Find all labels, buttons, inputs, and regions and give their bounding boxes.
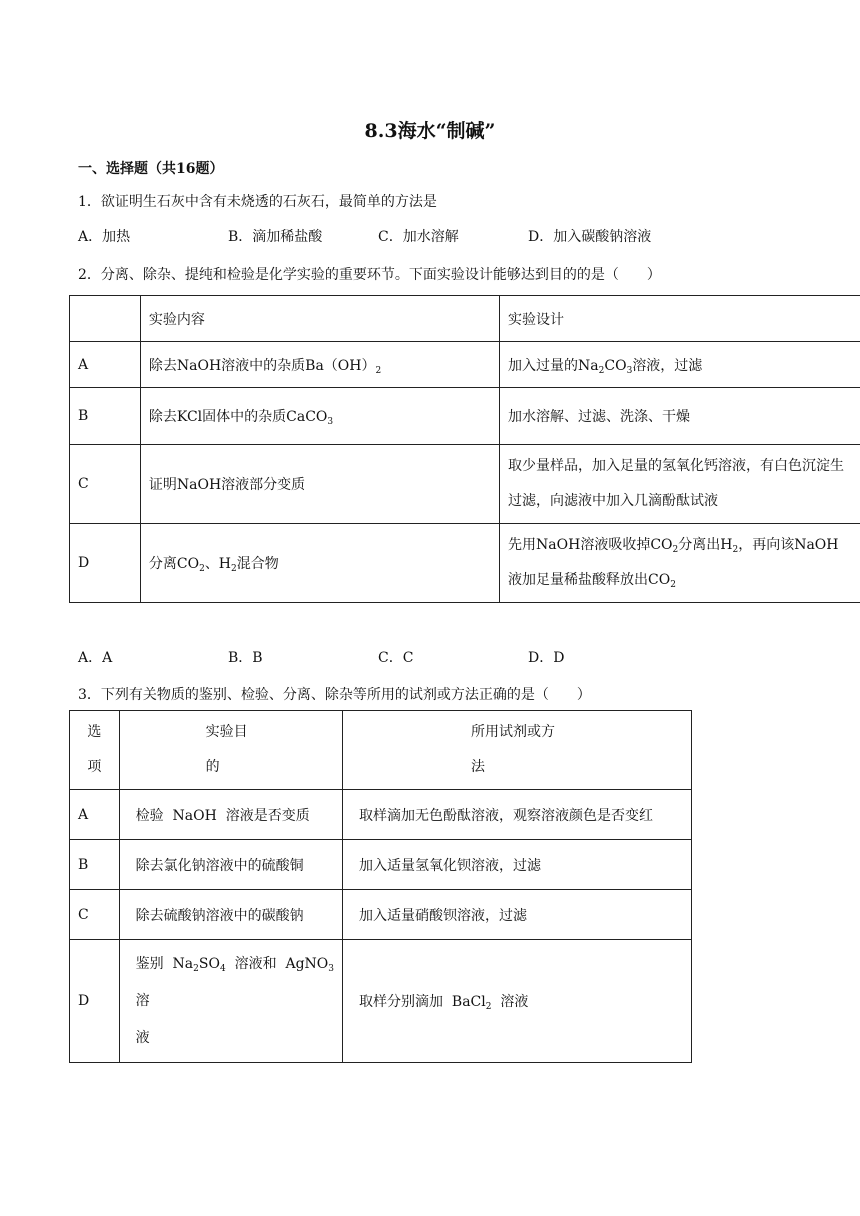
q2-table-header-row bbox=[70, 296, 860, 342]
table-row bbox=[70, 388, 860, 445]
row-label: B bbox=[70, 388, 141, 445]
table-row bbox=[70, 940, 692, 1063]
q2-header-content: 实验内容 bbox=[140, 296, 499, 342]
q2-option-c: C．C bbox=[378, 650, 414, 666]
q1-option-d: D．加入碳酸钠溶液 bbox=[528, 229, 652, 245]
table-row bbox=[70, 342, 860, 388]
q1-option-a: A．加热 bbox=[78, 229, 131, 245]
row-method: 取样滴加无色酚酞溶液，观察溶液颜色是否变红 bbox=[343, 790, 692, 840]
q3-table-header-row bbox=[70, 711, 692, 790]
q2-option-a: A．A bbox=[78, 650, 113, 666]
q2-option-b: B．B bbox=[228, 650, 263, 666]
row-design: 加水溶解、过滤、洗涤、干燥 bbox=[500, 388, 860, 445]
row-design: 先用NaOH溶液吸收掉$CO_2$分离出$H_2$，再向该NaOH 液加足量稀盐酸释放出$CO_2$ bbox=[500, 524, 860, 603]
q2-header-blank bbox=[70, 296, 141, 342]
table-row bbox=[70, 524, 860, 603]
row-design: 加入过量的$Na_2CO_3$溶液，过滤 bbox=[500, 342, 860, 388]
row-label: B bbox=[70, 840, 120, 890]
row-design: 取少量样品，加入足量的氢氧化钙溶液，有白色沉淀生 过滤，向滤液中加入几滴酚酞试液 bbox=[500, 445, 860, 524]
row-method: 加入适量硝酸钡溶液，过滤 bbox=[343, 890, 692, 940]
row-label: D bbox=[70, 524, 141, 603]
row-method: 取样分别滴加 BaCl$_2$ 溶液 bbox=[343, 940, 692, 1063]
row-label: C bbox=[70, 890, 120, 940]
row-method: 加入适量氢氧化钡溶液，过滤 bbox=[343, 840, 692, 890]
q1-option-c: C．加水溶解 bbox=[378, 229, 459, 245]
q2-table bbox=[69, 295, 860, 603]
table-row bbox=[70, 790, 692, 840]
q1-option-b: B．滴加稀盐酸 bbox=[228, 229, 323, 245]
row-content: 证明NaOH溶液部分变质 bbox=[140, 445, 499, 524]
table-row bbox=[70, 890, 692, 940]
section-heading: 一、选择题（共16题） bbox=[78, 161, 224, 177]
row-purpose: 除去硫酸钠溶液中的碳酸钠 bbox=[119, 890, 342, 940]
row-label: D bbox=[70, 940, 120, 1063]
document-title: 8.3海水“制碱” bbox=[364, 120, 496, 142]
q3-header-option: 选 项 bbox=[70, 711, 120, 790]
row-content: 除去KCl固体中的杂质CaCO$_3$ bbox=[140, 388, 499, 445]
table-row bbox=[70, 445, 860, 524]
question-3-text: 3．下列有关物质的鉴别、检验、分离、除杂等所用的试剂或方法正确的是（ ） bbox=[78, 687, 591, 703]
row-content: 除去NaOH溶液中的杂质$Ba(OH)_2$ bbox=[140, 342, 499, 388]
question-2-text: 2．分离、除杂、提纯和检验是化学实验的重要环节。下面实验设计能够达到目的的是（ ） bbox=[78, 267, 661, 283]
row-content: 分离$CO_2$、$H_2$混合物 bbox=[140, 524, 499, 603]
row-purpose: 除去氯化钠溶液中的硫酸铜 bbox=[119, 840, 342, 890]
row-label: A bbox=[70, 790, 120, 840]
q3-header-method: 所用试剂或方 法 bbox=[343, 711, 692, 790]
row-label: A bbox=[70, 342, 141, 388]
q2-header-design: 实验设计 bbox=[500, 296, 860, 342]
q3-header-purpose: 实验目 的 bbox=[119, 711, 342, 790]
row-purpose: 鉴别 $Na_2SO_4$ 溶液和 AgNO$_3$ 溶 液 bbox=[119, 940, 342, 1063]
row-purpose: 检验 NaOH 溶液是否变质 bbox=[119, 790, 342, 840]
table-row bbox=[70, 840, 692, 890]
row-label: C bbox=[70, 445, 141, 524]
q2-option-d: D．D bbox=[528, 650, 565, 666]
question-1-text: 1．欲证明生石灰中含有未烧透的石灰石，最简单的方法是 bbox=[78, 194, 437, 210]
q3-table bbox=[69, 710, 692, 1063]
